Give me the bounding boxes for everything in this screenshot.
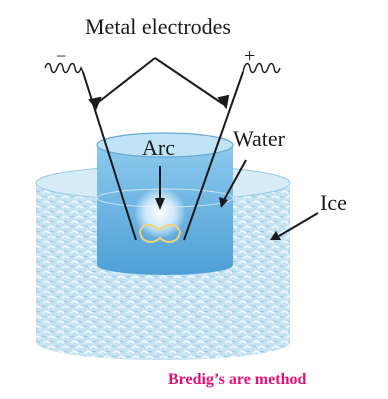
caption: Bredig’s are method [168,371,307,388]
ice-label: Ice [320,190,347,215]
water-label: Water [233,126,285,151]
electrode-pointer [90,58,228,108]
minus-sign: − [56,46,67,66]
arc-label: Arc [142,135,175,160]
metal-electrodes-label: Metal electrodes [85,14,231,39]
plus-sign: + [244,45,256,67]
